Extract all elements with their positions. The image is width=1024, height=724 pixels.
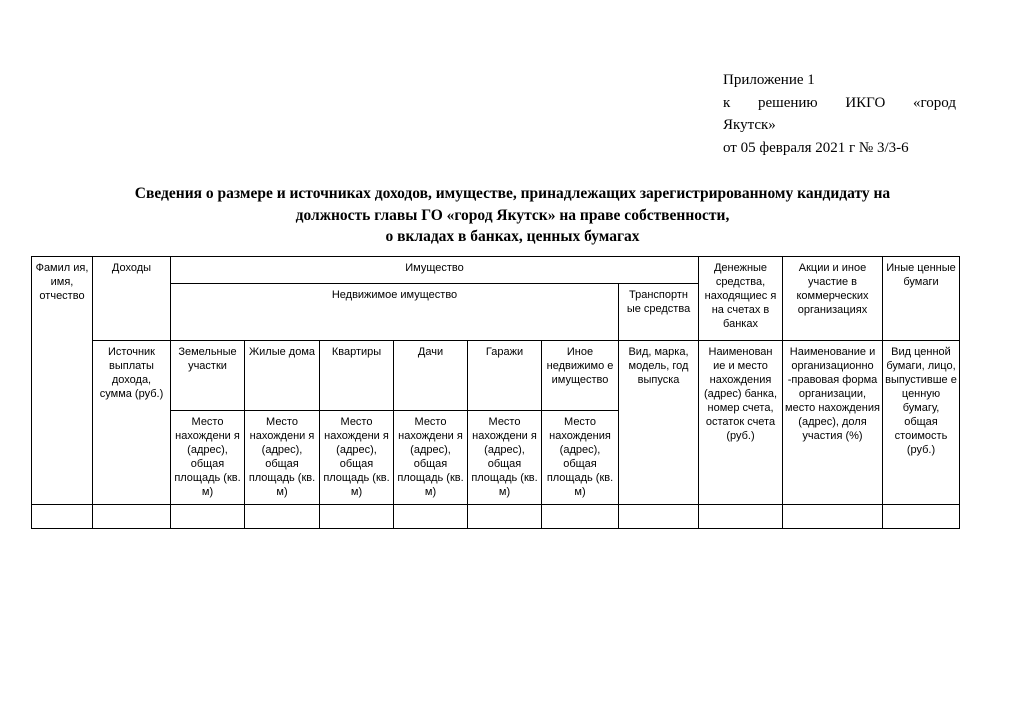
header-property: Имущество [171, 257, 699, 284]
location-detail-land: Место нахождени я (адрес), общая площадь (кв. м) [171, 411, 245, 505]
realty-type-houses: Жилые дома [245, 341, 320, 411]
header-realty: Недвижимое имущество [171, 284, 619, 341]
location-detail-houses: Место нахождени я (адрес), общая площадь (кв. м) [245, 411, 320, 505]
location-detail-dachas: Место нахождени я (адрес), общая площадь (кв. м) [394, 411, 468, 505]
location-detail-garages: Место нахождени я (адрес), общая площадь (кв. м) [468, 411, 542, 505]
realty-type-apartments: Квартиры [320, 341, 394, 411]
document-title [60, 183, 965, 248]
header-row-1 [32, 257, 960, 284]
header-transport: Транспортн ые средства [619, 284, 699, 341]
appendix-line-2 [723, 92, 956, 115]
appendix-block [723, 69, 956, 159]
realty-type-other: Иное недвижимо е имущество [542, 341, 619, 411]
empty-cell[interactable] [394, 505, 468, 529]
realty-type-land: Земельные участки [171, 341, 245, 411]
appendix-line-1: Приложение 1 [723, 72, 815, 88]
money-detail: Наименован ие и место нахождения (адрес) банка, номер счета, остаток счета (руб.) [699, 341, 783, 505]
title-line-2: должность главы ГО «город Якутск» на праве собственности, [295, 206, 730, 224]
shares-detail: Наименование и организационно -правовая форма организации, место нахождения (адрес), доля участия (%) [783, 341, 883, 505]
header-securities: Иные ценные бумаги [883, 257, 960, 341]
securities-detail: Вид ценной бумаги, лицо, выпустивше е ценную бумагу, общая стоимость (руб.) [883, 341, 960, 505]
declaration-table [31, 256, 960, 529]
appendix-word: к [723, 94, 731, 111]
income-source: Источник выплаты дохода, сумма (руб.) [93, 341, 171, 505]
realty-type-dachas: Дачи [394, 341, 468, 411]
appendix-word: «город [913, 94, 956, 111]
appendix-word: ИКГО [845, 94, 886, 111]
title-line-3: о вкладах в банках, ценных бумагах [385, 228, 640, 245]
location-detail-apartments: Место нахождени я (адрес), общая площадь (кв. м) [320, 411, 394, 505]
empty-cell[interactable] [32, 505, 93, 529]
empty-cell[interactable] [619, 505, 699, 529]
header-row-3 [32, 341, 960, 411]
header-fio: Фамил ия, имя, отчество [32, 257, 93, 505]
header-income: Доходы [93, 257, 171, 341]
empty-cell[interactable] [699, 505, 783, 529]
header-shares: Акции и иное участие в коммерческих организациях [783, 257, 883, 341]
header-money: Денежные средства, находящиес я на счетах в банках [699, 257, 783, 341]
empty-cell[interactable] [245, 505, 320, 529]
location-detail-other: Место нахождения (адрес), общая площадь (кв. м) [542, 411, 619, 505]
empty-cell[interactable] [171, 505, 245, 529]
empty-cell[interactable] [93, 505, 171, 529]
realty-type-garages: Гаражи [468, 341, 542, 411]
table-row [32, 505, 960, 529]
empty-cell[interactable] [783, 505, 883, 529]
empty-cell[interactable] [883, 505, 960, 529]
appendix-line-4: от 05 февраля 2021 г № 3/3-6 [723, 139, 909, 156]
empty-cell[interactable] [468, 505, 542, 529]
appendix-line-3: Якутск» [723, 117, 776, 133]
title-line-1: Сведения о размере и источниках доходов, имуществе, принадлежащих зарегистрированному кандидату на [134, 185, 891, 202]
transport-detail: Вид, марка, модель, год выпуска [619, 341, 699, 505]
empty-cell[interactable] [320, 505, 394, 529]
appendix-word: решению [758, 94, 818, 111]
empty-cell[interactable] [542, 505, 619, 529]
